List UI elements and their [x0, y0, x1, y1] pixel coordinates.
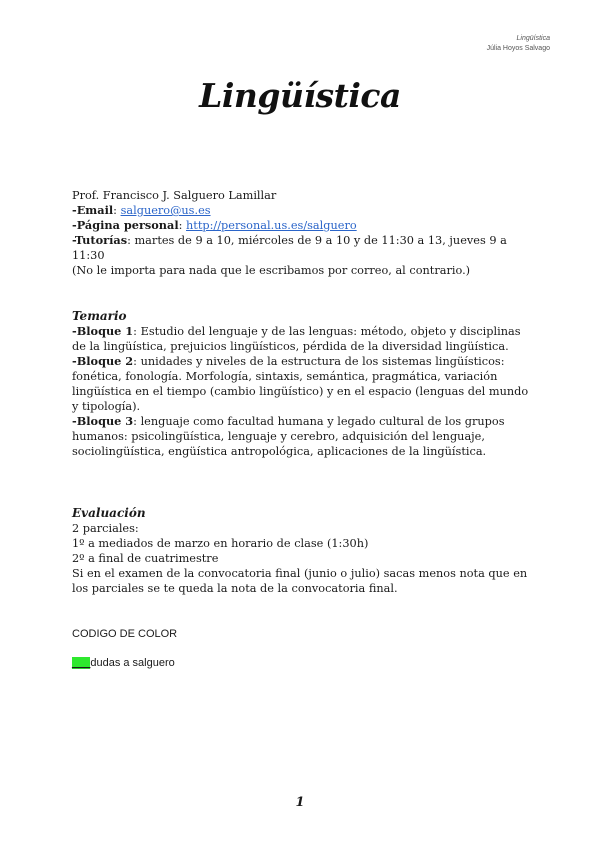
bloque-3-label: -Bloque 3	[72, 414, 134, 428]
evaluacion-heading: Evaluación	[72, 506, 146, 520]
contact-note: (No le importa para nada que le escribamos por correo, al contrario.)	[72, 264, 471, 277]
bloque-1-text: : Estudio del lenguaje y de las lenguas: método, objeto y disciplinas de la lingüística, prejuicios lingüísticos, pérdida de la diversidad lingüística.	[72, 325, 521, 353]
email-link[interactable]: salguero@us.es	[120, 204, 211, 217]
page-number: 1	[295, 795, 305, 810]
email-label: -Email	[72, 203, 114, 217]
tutorias-label: -Tutorías	[72, 233, 128, 247]
bloque-2-label: -Bloque 2	[72, 354, 134, 368]
professor-info	[72, 188, 532, 278]
page-label: -Página personal	[72, 218, 179, 232]
bloque-2	[72, 354, 532, 414]
evaluacion-line: 2 parciales:	[72, 522, 139, 535]
evaluacion-line: 2º a final de cuatrimestre	[72, 552, 219, 565]
email-line: -Email: salguero@us.es	[72, 203, 211, 217]
bloque-2-text: : unidades y niveles de la estructura de los sistemas lingüísticos: fonética, fonología. Morfología, sintaxis, semántica, pragmática, variación lingüística en el tiempo (cambio lingüístico) y en el espacio (lenguas del mundo y tipología).	[72, 355, 529, 413]
color-code-heading: CODIGO DE COLOR	[72, 628, 178, 640]
evaluacion-note: Si en el examen de la convocatoria final (junio o julio) sacas menos nota que en los parciales se te queda la nota de la convocatoria final.	[72, 567, 528, 595]
bloque-1-label: -Bloque 1	[72, 324, 134, 338]
document-title: Lingüística	[199, 76, 401, 115]
color-swatch: ___	[72, 657, 91, 669]
tutorias-text: : martes de 9 a 10, miércoles de 9 a 10 y de 11:30 a 13, jueves 9 a 11:30	[72, 234, 507, 262]
professor-name: Prof. Francisco J. Salguero Lamillar	[72, 189, 277, 202]
page-header	[487, 34, 550, 54]
header-author: Júlia Hoyos Salvago	[486, 45, 550, 52]
evaluacion-section	[72, 506, 532, 596]
temario-section	[72, 309, 532, 459]
color-code-legend	[72, 656, 532, 671]
header-course: Lingüística	[516, 35, 550, 42]
page-link[interactable]: http://personal.us.es/salguero	[186, 219, 357, 232]
color-legend-text: dudas a salguero	[90, 657, 175, 669]
evaluacion-line: 1º a mediados de marzo en horario de clase (1:30h)	[72, 537, 369, 550]
bloque-1	[72, 324, 532, 354]
tutorias-line	[72, 233, 532, 263]
bloque-3	[72, 414, 532, 459]
page-line: -Página personal: http://personal.us.es/salguero	[72, 218, 357, 232]
bloque-3-text: : lenguaje como facultad humana y legado cultural de los grupos humanos: psicolingüística, lenguaje y cerebro, adquisición del lenguaje, sociolingüística, engüística antropológica, aplicaciones de la lingüística.	[72, 415, 505, 458]
temario-heading: Temario	[72, 309, 127, 323]
